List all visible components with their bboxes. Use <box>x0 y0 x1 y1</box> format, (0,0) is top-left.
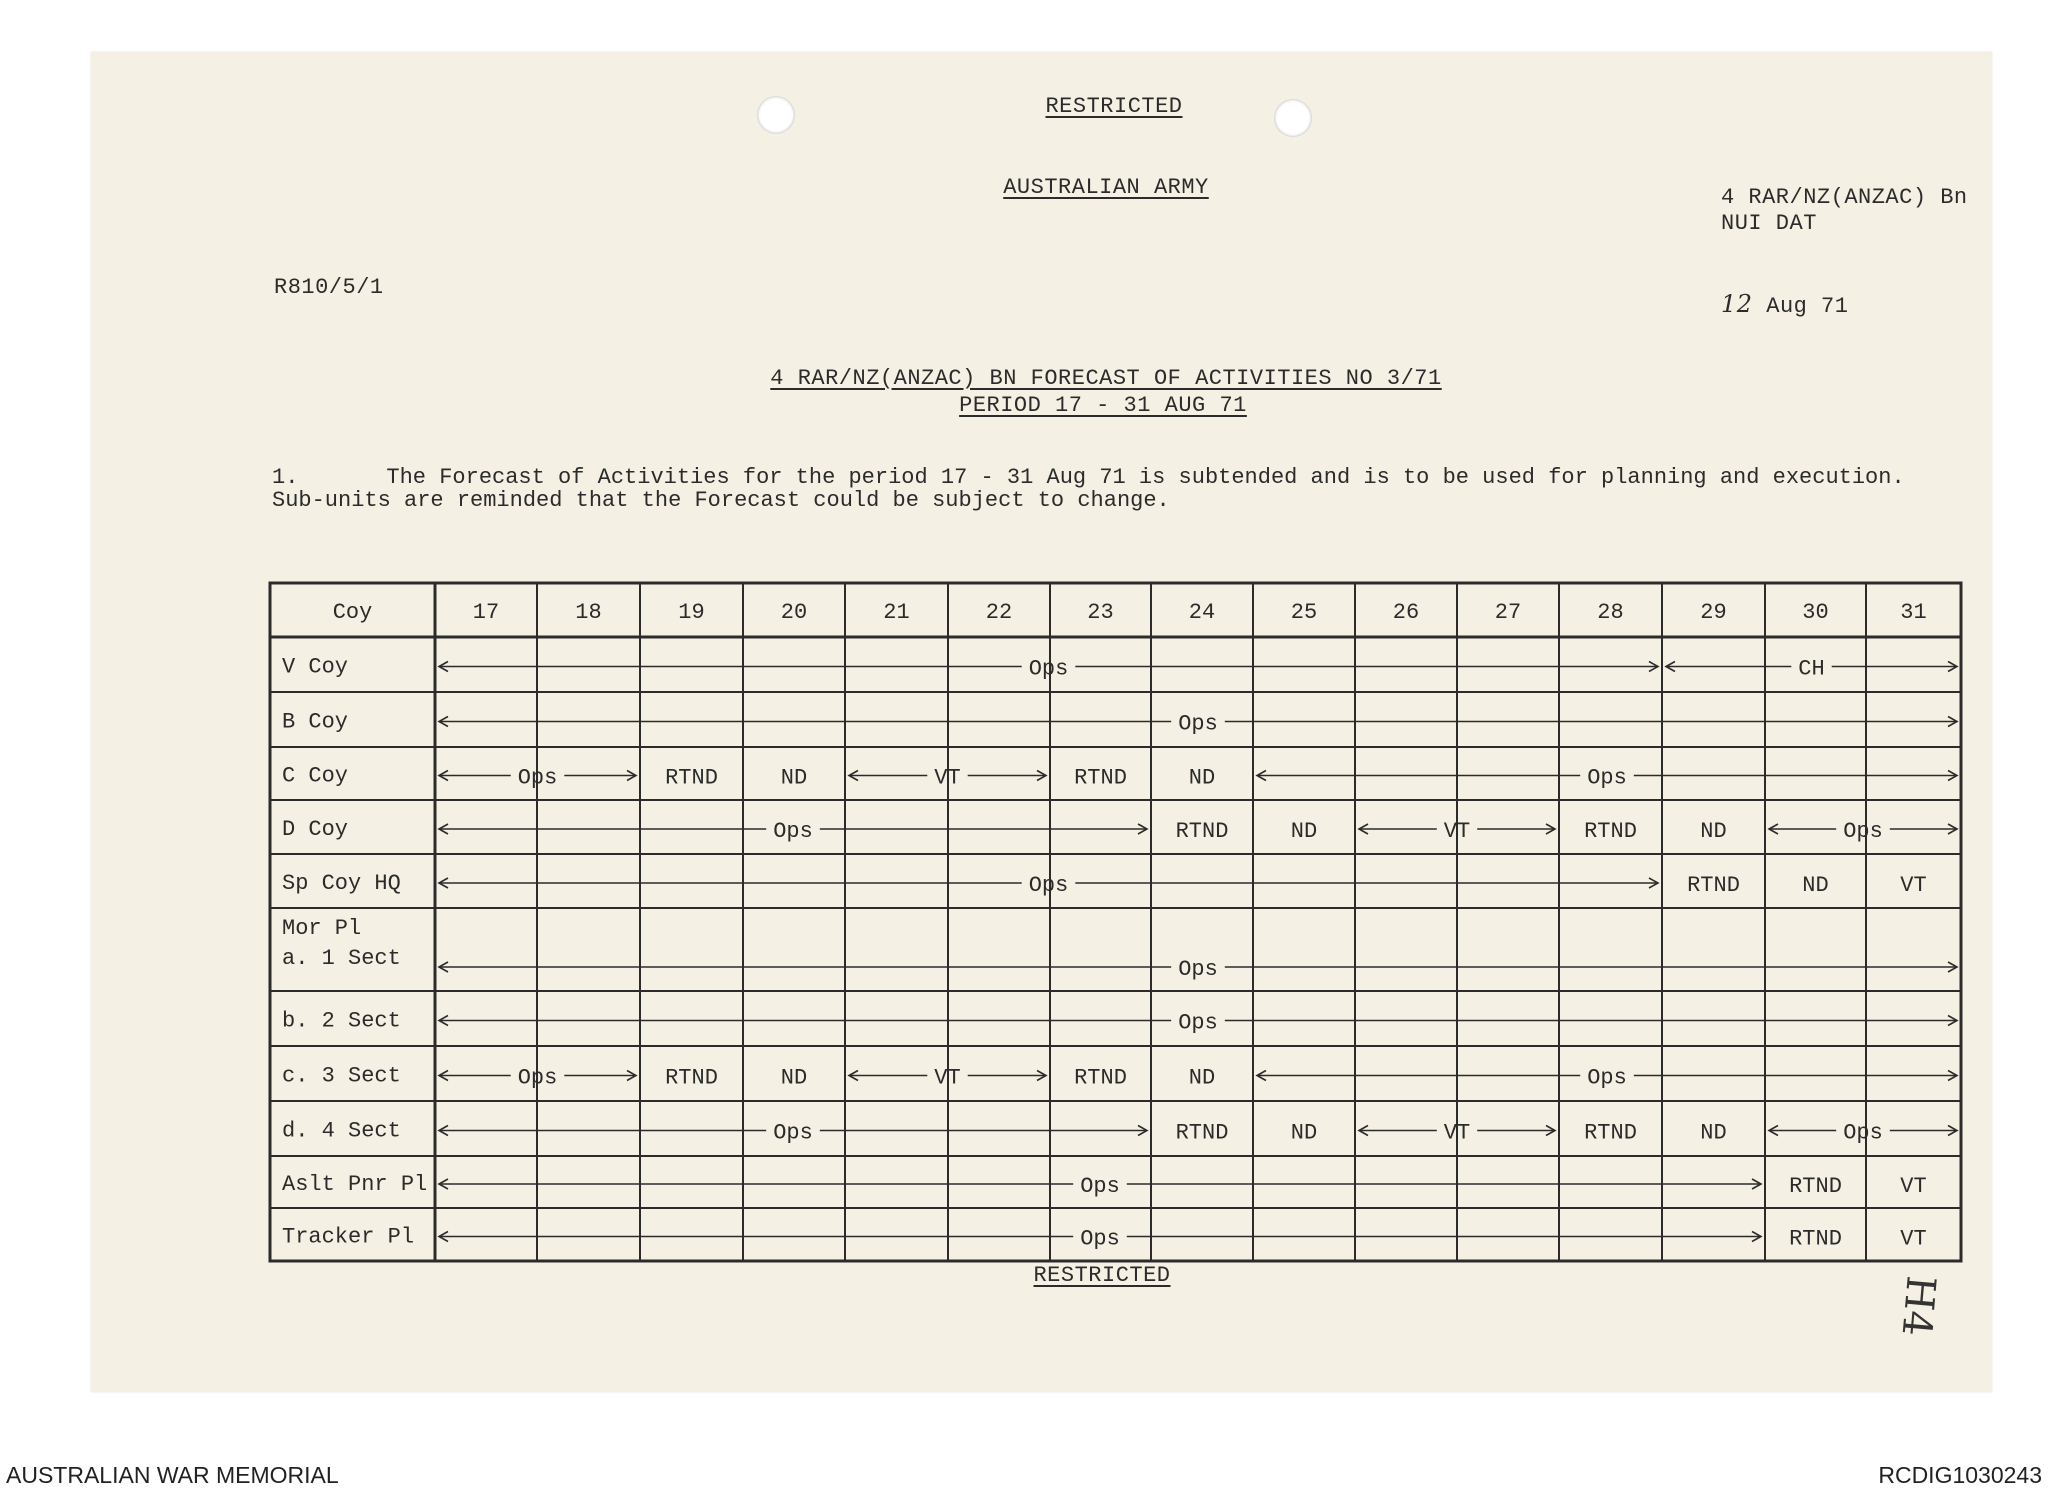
table-header-day: 31 <box>1900 600 1927 625</box>
activity-label: RTND <box>1789 1226 1842 1252</box>
activity-label: Ops <box>1178 1010 1218 1036</box>
table-header-day: 23 <box>1087 600 1114 625</box>
row-label: d. 4 Sect <box>282 1118 401 1144</box>
handwritten-page-number: H4 <box>1892 1273 1944 1339</box>
activity-label: RTND <box>1074 1065 1127 1091</box>
row-label: V Coy <box>282 654 349 680</box>
restricted-footer: RESTRICTED <box>1033 1263 1171 1288</box>
activity-label: Ops <box>1178 711 1218 737</box>
table-header-day: 28 <box>1597 600 1624 625</box>
activity-label: RTND <box>1687 873 1740 898</box>
date-month-year: Aug 71 <box>1766 294 1849 319</box>
activity-label: VT <box>1900 873 1927 898</box>
unit-name: 4 RAR/NZ(ANZAC) Bn <box>1721 185 1968 210</box>
row-label: c. 3 Sect <box>282 1063 401 1089</box>
archive-id: RCDIG1030243 <box>1878 1462 2042 1488</box>
row-label: C Coy <box>282 763 349 789</box>
unit-location: NUI DAT <box>1721 211 1817 236</box>
activity-label: Ops <box>1178 957 1218 982</box>
activity-label: Ops <box>1587 1065 1627 1091</box>
activity-label: RTND <box>1584 819 1637 844</box>
activity-label: Ops <box>773 1120 813 1146</box>
activity-label: VT <box>934 765 961 791</box>
activity-label: ND <box>1802 873 1829 898</box>
activity-label: CH <box>1798 656 1825 682</box>
paragraph-line-2: Sub-units are reminded that the Forecast could be subject to change. <box>272 488 1170 513</box>
activity-label: ND <box>780 1065 808 1091</box>
activity-label: Ops <box>517 1065 558 1091</box>
date-day-handwritten: 12 <box>1721 290 1753 318</box>
document-title: 4 RAR/NZ(ANZAC) BN FORECAST OF ACTIVITIES NO 3/71 <box>770 366 1442 391</box>
table-header-coy: Coy <box>332 600 373 625</box>
activity-label: Ops <box>1080 1226 1120 1252</box>
activity-label: Ops <box>1028 873 1069 898</box>
row-label: Mor Pl <box>282 916 362 941</box>
table-header-day: 27 <box>1494 600 1522 625</box>
activity-label: RTND <box>1175 1120 1229 1146</box>
activity-label: VT <box>1900 1174 1927 1199</box>
activity-label: RTND <box>665 1065 718 1091</box>
activity-label: Ops <box>1843 819 1883 844</box>
army-heading: AUSTRALIAN ARMY <box>1003 175 1209 200</box>
activity-label: Ops <box>1028 656 1069 682</box>
table-header-day: 17 <box>472 600 500 625</box>
table-header-day: 21 <box>883 600 910 625</box>
row-label: Sp Coy HQ <box>282 871 401 896</box>
table-header-day: 20 <box>780 600 808 625</box>
activity-label: ND <box>1188 765 1216 791</box>
row-label: b. 2 Sect <box>282 1008 401 1034</box>
row-label: B Coy <box>282 709 349 735</box>
activity-label: Ops <box>517 765 558 791</box>
activity-label: Ops <box>1080 1174 1120 1199</box>
activity-label: VT <box>1443 1120 1471 1146</box>
archive-credit: AUSTRALIAN WAR MEMORIAL <box>6 1462 339 1488</box>
table-header-day: 25 <box>1290 600 1318 625</box>
table-header-day: 19 <box>678 600 705 625</box>
activity-label: VT <box>934 1065 961 1091</box>
activity-label: ND <box>1290 1120 1318 1146</box>
activity-label: ND <box>1700 1120 1727 1146</box>
table-header-day: 18 <box>575 600 602 625</box>
table-header-day: 26 <box>1392 600 1420 625</box>
table-header-day: 30 <box>1802 600 1829 625</box>
activity-label: RTND <box>1789 1174 1842 1199</box>
row-label: Tracker Pl <box>282 1224 415 1250</box>
activity-label: RTND <box>1074 765 1127 791</box>
table-border <box>270 583 1961 1261</box>
activity-label: ND <box>1700 819 1727 844</box>
paragraph-number: 1. <box>272 465 299 490</box>
activity-label: VT <box>1900 1226 1927 1252</box>
activity-label: Ops <box>773 819 813 844</box>
row-label: a. 1 Sect <box>282 946 401 971</box>
activity-label: Ops <box>1843 1120 1883 1146</box>
activity-label: VT <box>1443 819 1471 844</box>
table-header-day: 29 <box>1700 600 1727 625</box>
activity-label: ND <box>780 765 808 791</box>
reference-number: R810/5/1 <box>274 275 384 300</box>
table-header-day: 24 <box>1188 600 1216 625</box>
table-header-day: 22 <box>985 600 1013 625</box>
activity-label: Ops <box>1587 765 1627 791</box>
activity-label: RTND <box>1175 819 1229 844</box>
restricted-header: RESTRICTED <box>1045 94 1183 119</box>
row-label: D Coy <box>282 817 349 842</box>
row-label: Aslt Pnr Pl <box>282 1172 428 1197</box>
activity-label: RTND <box>665 765 718 791</box>
paragraph-line-1: The Forecast of Activities for the period 17 - 31 Aug 71 is subtended and is to be used for planning and execution. <box>386 465 1905 490</box>
activity-label: ND <box>1188 1065 1216 1091</box>
document-period: PERIOD 17 - 31 AUG 71 <box>959 393 1247 418</box>
activity-label: RTND <box>1584 1120 1637 1146</box>
activity-label: ND <box>1290 819 1318 844</box>
